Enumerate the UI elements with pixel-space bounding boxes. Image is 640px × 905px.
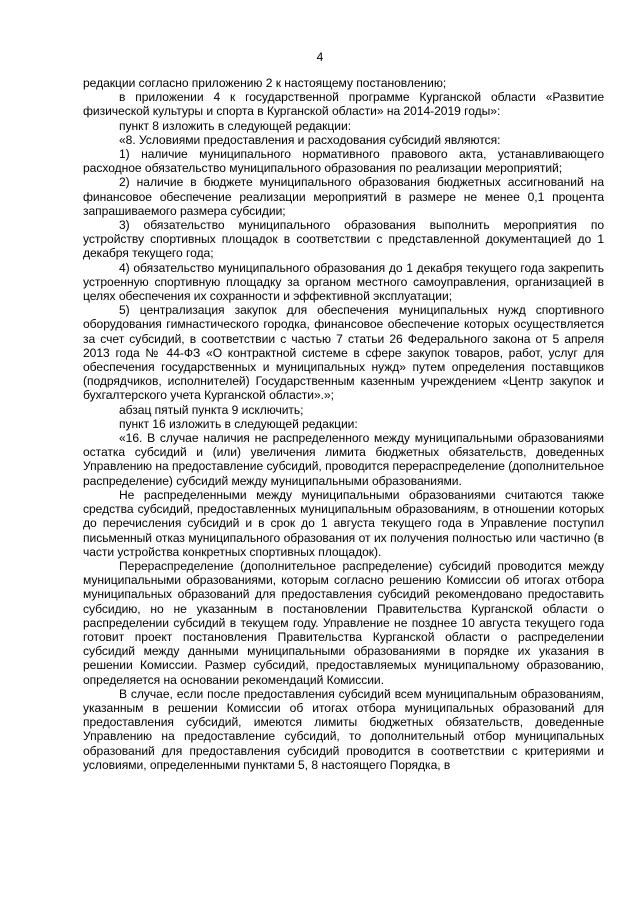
- paragraph-14: Перераспределение (дополнительное распределение) субсидий проводится между муниципальными образованиями, которым согласно решению Комиссии об итогах отбора муниципальных образований для предоставления субсидий рекомендовано предоставить субсидию, но не указанным в постановлении Правительства Курганской области о распределении субсидий в текущем году. Управление не позднее 10 августа текущего года готовит проект постановления Правительства Курганской области о распределении субсидий между данными муниципальными образованиями в порядке их указания в решении Комиссии. Размер субсидий, предоставляемых муниципальному образованию, определяется на основании рекомендаций Комиссии.: [83, 558, 604, 687]
- paragraph-10: абзац пятый пункта 9 исключить;: [119, 402, 304, 417]
- paragraph-4: «8. Условиями предоставления и расходования субсидий являются:: [119, 132, 501, 147]
- paragraph-9: 5) централизация закупок для обеспечения муниципальных нужд спортивного оборудования гимнастического городка, финансовое обеспечение которых осуществляется за счет субсидий, в соответствии с частью 7 статьи 26 Федерального закона от 5 апреля 2013 года № 44-ФЗ «О контрактной системе в сфере закупок товаров, работ, услуг для обеспечения государственных и муниципальных нужд» путем определения поставщиков (подрядчиков, исполнителей) Государственным казенным учреждением «Центр закупок и бухгалтерского учета Курганской области».»;: [83, 303, 604, 403]
- paragraph-3: пункт 8 изложить в следующей редакции:: [119, 118, 352, 133]
- paragraph-1: редакции согласно приложению 2 к настоящему постановлению;: [83, 76, 447, 90]
- paragraph-12: «16. В случае наличия не распределенного между муниципальными образованиями остатка субсидий и (или) увеличения лимита бюджетных обязательств, доведенных Управлению на предоставление субсидий, проводится перераспределение (дополнительное распределение) субсидий между муниципальными образованиями.: [83, 431, 604, 488]
- paragraph-13: Не распределенными между муниципальными образованиями считаются также средства субсидий, предоставленных муниципальным образованиям, в отношении которых до перечисления субсидий и в срок до 1 августа текущего года в Управление поступил письменный отказ муниципального образования от их получения полностью или частично (в части устройства конкретных спортивных площадок).: [83, 487, 604, 559]
- paragraph-15: В случае, если после предоставления субсидий всем муниципальным образованиям, указанным в решении Комиссии об итогах отбора муниципальных образований для предоставления субсидий, имеются лимиты бюджетных обязательств, доведенные Управлению на предоставление субсидий, то дополнительный отбор муниципальных образований для предоставления субсидий проводится в соответствии с критериями и условиями, определенными пунктами 5, 8 настоящего Порядка, в: [83, 686, 604, 772]
- document-body: [83, 76, 604, 772]
- page-number: 4: [316, 50, 324, 64]
- paragraph-2: в приложении 4 к государственной программе Курганской области «Развитие физической культуры и спорта в Курганской области» на 2014-2019 годы»:: [83, 90, 604, 119]
- paragraph-11: пункт 16 изложить в следующей редакции:: [119, 416, 358, 431]
- paragraph-7: 3) обязательство муниципального образования выполнить мероприятия по устройству спортивных площадок в соответствии с представленной документацией до 1 декабря текущего года;: [83, 218, 604, 261]
- paragraph-6: 2) наличие в бюджете муниципального образования бюджетных ассигнований на финансовое обеспечение реализации мероприятий в размере не менее 0,1 процента запрашиваемого размера субсидии;: [83, 175, 604, 218]
- paragraph-5: 1) наличие муниципального нормативного правового акта, устанавливающего расходное обязательство муниципального образования по реализации мероприятий;: [83, 147, 604, 176]
- paragraph-8: 4) обязательство муниципального образования до 1 декабря текущего года закрепить устроенную спортивную площадку за органом местного самоуправления, организацией в целях обеспечения их сохранности и эффективной эксплуатации;: [83, 260, 604, 304]
